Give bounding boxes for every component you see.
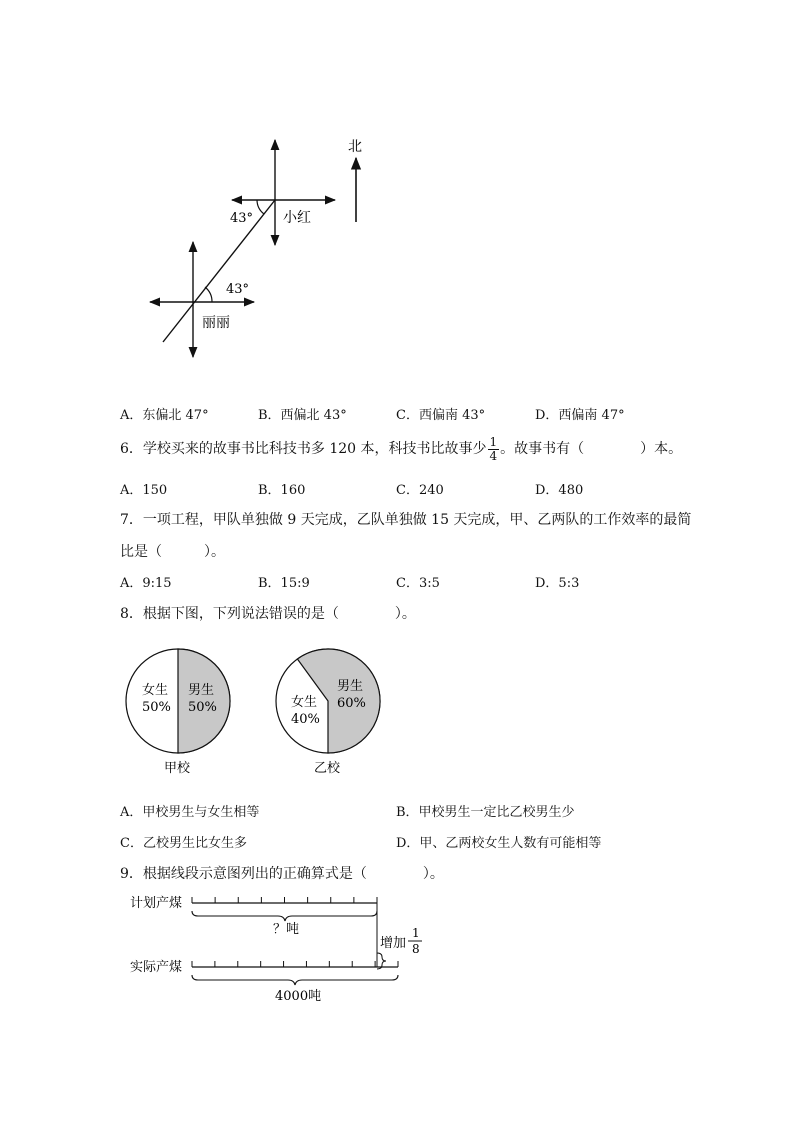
school-a-girls-pct: 50%	[142, 700, 171, 715]
school-a-girls-label: 女生	[142, 683, 169, 698]
q6-option-c[interactable]: C．240	[396, 483, 444, 498]
person-label-bottom: 丽丽	[202, 315, 230, 331]
school-a-name: 甲校	[164, 761, 191, 776]
q6-frac-num: 1	[489, 434, 498, 449]
north-label: 北	[348, 139, 362, 155]
q6-option-a[interactable]: A．150	[120, 483, 168, 498]
q8-option-d[interactable]: D．甲、乙两校女生人数有可能相等	[396, 836, 602, 851]
school-b-name: 乙校	[314, 761, 341, 776]
school-a-boys-label: 男生	[188, 683, 215, 698]
q6-option-b[interactable]: B．160	[258, 483, 306, 498]
line-segment-diagram	[120, 885, 450, 1010]
q6-text-before: 6．学校买来的故事书比科技书多 120 本，科技书比故事少	[120, 441, 487, 457]
angle-label-top: 43°	[230, 211, 254, 226]
school-b-girls-pct: 40%	[291, 712, 320, 727]
school-a-boys-pct: 50%	[188, 700, 217, 715]
q6-option-d[interactable]: D．480	[535, 483, 584, 498]
actual-label: 实际产煤	[130, 960, 183, 975]
actual-value: 4000吨	[275, 989, 322, 1004]
angle-arc-bottom	[205, 287, 212, 302]
increase-frac-num: 1	[412, 926, 420, 940]
increase-label: 增加	[380, 936, 407, 951]
q6-text-after: 。故事书有（ ）本。	[500, 441, 683, 457]
plan-label: 计划产煤	[130, 896, 183, 911]
plan-brace	[192, 911, 377, 921]
plan-value: ？吨	[273, 922, 300, 937]
q6-question	[120, 434, 682, 464]
q7-line2: 比是（ ）。	[120, 544, 225, 560]
q7-option-b[interactable]: B．15:9	[258, 576, 310, 591]
q6-frac-den: 4	[489, 448, 498, 463]
angle-arc-top	[257, 200, 264, 214]
q8-option-b[interactable]: B．甲校男生一定比乙校男生少	[396, 805, 575, 820]
q8-option-c[interactable]: C．乙校男生比女生多	[120, 836, 247, 851]
q6-fraction	[488, 436, 500, 463]
angle-label-bottom: 43°	[226, 282, 250, 297]
q5-option-d[interactable]: D．西偏南 47°	[535, 408, 625, 423]
q9-question: 9．根据线段示意图列出的正确算式是（ ）。	[120, 866, 444, 882]
school-b-boys-label: 男生	[337, 679, 364, 694]
person-label-top: 小红	[283, 210, 311, 226]
school-b-girls-label: 女生	[291, 695, 318, 710]
q7-line1: 7．一项工程，甲队单独做 9 天完成，乙队单独做 15 天完成，甲、乙两队的工作效率的最简	[120, 512, 692, 528]
school-b-boys-pct: 60%	[337, 696, 366, 711]
actual-ticks	[192, 961, 398, 967]
q5-option-b[interactable]: B．西偏北 43°	[258, 408, 347, 423]
direction-diagram	[0, 0, 794, 380]
pie-charts	[100, 640, 420, 785]
q7-option-c[interactable]: C．3:5	[396, 576, 440, 591]
q5-option-a[interactable]: A．东偏北 47°	[120, 408, 209, 423]
increase-frac-den: 8	[412, 942, 420, 956]
q5-option-c[interactable]: C．西偏南 43°	[396, 408, 486, 423]
q7-option-d[interactable]: D．5:3	[535, 576, 580, 591]
q7-option-a[interactable]: A．9:15	[120, 576, 172, 591]
q8-option-a[interactable]: A．甲校男生与女生相等	[120, 805, 260, 820]
q8-question: 8．根据下图，下列说法错误的是（ ）。	[120, 606, 416, 622]
plan-ticks	[192, 897, 377, 903]
actual-brace	[192, 975, 398, 985]
